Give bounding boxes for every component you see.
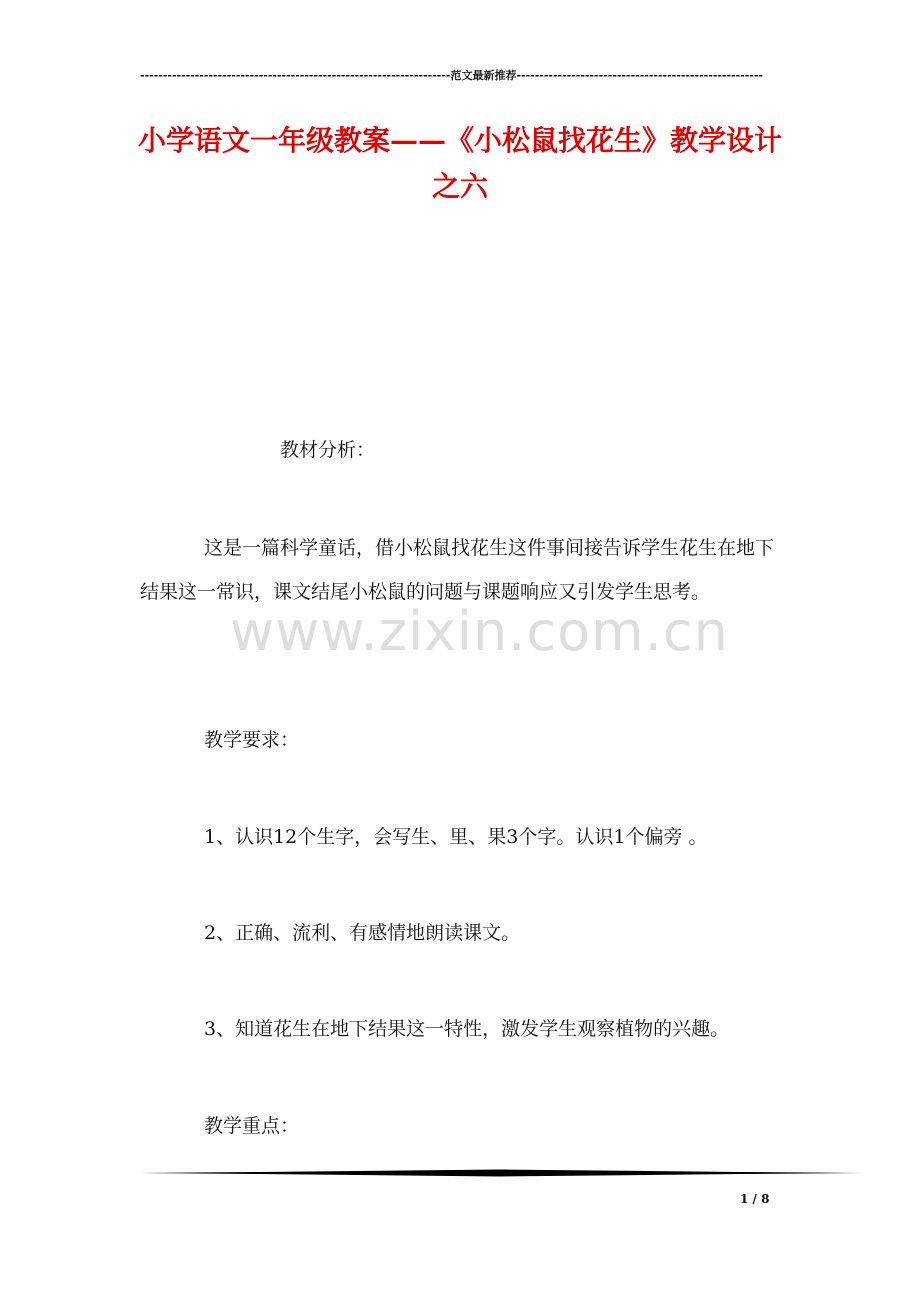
analysis-heading: 教材分析： (280, 439, 376, 461)
footer-divider (140, 1168, 863, 1178)
focus-heading: 教学重点： (204, 1115, 300, 1137)
title-line-1: 小学语文一年级教案——《小松鼠找花生》教学设计 (137, 124, 782, 157)
watermark: www.zixin.com.cn (230, 600, 729, 663)
analysis-paragraph: 这是一篇科学童话，借小松鼠找花生这件事间接告诉学生花生在地下结果这一常识，课文结尾小松鼠的问题与课题响应又引发学生思考。 (140, 537, 775, 603)
title-line-2: 之六 (431, 170, 488, 203)
document-title (120, 118, 800, 210)
requirement-item-2: 2、正确、流利、有感情地朗读课文。 (204, 922, 521, 944)
requirements-heading: 教学要求： (204, 729, 300, 751)
requirement-item-1: 1、认识12个生字，会写生、里、果3个字。认识1个偏旁 。 (204, 826, 708, 848)
page-number: 1 / 8 (740, 1192, 770, 1206)
requirement-item-3: 3、知道花生在地下结果这一特性，激发学生观察植物的兴趣。 (204, 1018, 730, 1040)
header-banner: --------------------------------------------------------------------范文最新推荐------------------------------------------------------ (140, 69, 763, 82)
